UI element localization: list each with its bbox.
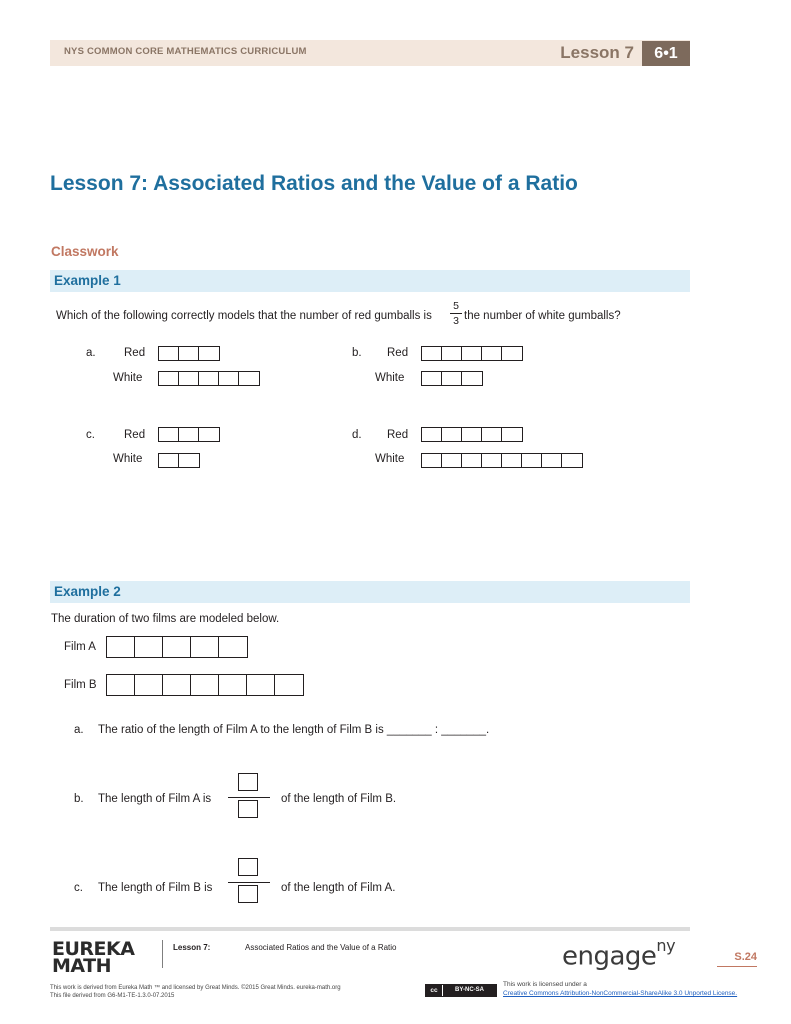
option-a-red-label: Red [124, 347, 146, 359]
logo-line-2: MATH [52, 955, 111, 977]
option-b-red-label: Red [387, 347, 409, 359]
tape-unit [107, 675, 135, 695]
option-b-white-label: White [375, 372, 405, 384]
lesson-number: Lesson 7 [560, 43, 634, 62]
tape-unit [179, 428, 199, 441]
license-line-1: This work is licensed under a [503, 981, 587, 988]
tape-unit [422, 428, 442, 441]
tape-unit [199, 428, 219, 441]
tape-unit [199, 372, 219, 385]
tape-unit [502, 347, 522, 360]
engage-text: engage [562, 941, 657, 972]
tape-unit [442, 454, 462, 467]
tape-unit [159, 372, 179, 385]
part-b-fraction-bar [228, 797, 270, 798]
film-b-tape [106, 674, 304, 696]
tape-unit [163, 675, 191, 695]
example-1-bar [50, 270, 690, 292]
tape-unit [159, 428, 179, 441]
option-c-red-tape [158, 427, 220, 442]
tape-unit [482, 454, 502, 467]
tape-unit [482, 428, 502, 441]
tape-unit [191, 675, 219, 695]
fraction-numerator: 5 [453, 300, 459, 312]
part-b-denominator-box[interactable] [238, 800, 258, 818]
tape-unit [179, 454, 199, 467]
credit-line-1: This work is derived from Eureka Math ™ and licensed by Great Minds. ©2015 Great Minds. eureka-math.org [50, 985, 341, 991]
tape-unit [179, 347, 199, 360]
engageny-logo [562, 936, 676, 972]
part-c-denominator-box[interactable] [238, 885, 258, 903]
example-2-label: Example 2 [54, 584, 121, 599]
eureka-math-logo [52, 938, 135, 977]
tape-unit [442, 347, 462, 360]
tape-unit [219, 675, 247, 695]
footer-rule [50, 927, 690, 931]
part-c-numerator-box[interactable] [238, 858, 258, 876]
tape-unit [462, 454, 482, 467]
page-number-underline [717, 966, 757, 967]
tape-unit [159, 454, 179, 467]
tape-unit [163, 637, 191, 657]
tape-unit [502, 454, 522, 467]
tape-unit [522, 454, 542, 467]
option-c-white-label: White [113, 453, 143, 465]
footer-lesson-label: Lesson 7: [173, 943, 211, 952]
tape-unit [422, 347, 442, 360]
option-b-white-tape [421, 371, 483, 386]
film-b-label: Film B [64, 679, 97, 691]
option-d-white-label: White [375, 453, 405, 465]
credit-line-2: This file derived from G6-M1-TE-1.3.0-07.2015 [50, 993, 175, 999]
example-2-bar [50, 581, 690, 603]
part-b-blank-fraction [228, 773, 270, 823]
part-a-text: The ratio of the length of Film A to the length of Film B is _______ : _______. [98, 724, 490, 736]
footer-divider [162, 940, 163, 968]
tape-unit [239, 372, 259, 385]
curriculum-title: NYS COMMON CORE MATHEMATICS CURRICULUM [64, 46, 307, 57]
tape-unit [422, 372, 442, 385]
footer-lesson-title: Associated Ratios and the Value of a Ratio [245, 943, 397, 952]
tape-unit [442, 428, 462, 441]
tape-unit [462, 347, 482, 360]
tape-unit [462, 428, 482, 441]
example-1-label: Example 1 [54, 273, 121, 288]
tape-unit [275, 675, 303, 695]
option-d-red-tape [421, 427, 523, 442]
option-d-red-label: Red [387, 429, 409, 441]
example-2-intro: The duration of two films are modeled below. [51, 613, 280, 625]
option-a-white-tape [158, 371, 260, 386]
option-a-red-tape [158, 346, 220, 361]
cc-icon: cc [426, 985, 442, 996]
part-b-text-end: of the length of Film B. [281, 793, 397, 805]
fraction-denominator: 3 [453, 315, 459, 327]
option-d-white-tape [421, 453, 583, 468]
tape-unit [442, 372, 462, 385]
tape-unit [135, 637, 163, 657]
tape-unit [219, 637, 247, 657]
cc-badge-text: BY-NC-SA [443, 985, 496, 996]
part-b-letter: b. [74, 793, 84, 805]
example-1-question-end: the number of white gumballs? [464, 310, 621, 322]
part-c-letter: c. [74, 882, 83, 894]
tape-unit [422, 454, 442, 467]
option-d-letter: d. [352, 429, 362, 441]
option-c-letter: c. [86, 429, 95, 441]
tape-unit [159, 347, 179, 360]
logo-line-1: EUREKA [52, 938, 135, 960]
tape-unit [482, 347, 502, 360]
option-b-red-tape [421, 346, 523, 361]
part-c-text-end: of the length of Film A. [281, 882, 396, 894]
tape-unit [542, 454, 562, 467]
example-1-question-start: Which of the following correctly models that the number of red gumballs is [56, 310, 432, 322]
part-b-numerator-box[interactable] [238, 773, 258, 791]
page-number: S.24 [734, 951, 757, 963]
tape-unit [135, 675, 163, 695]
tape-unit [502, 428, 522, 441]
film-a-tape [106, 636, 248, 658]
tape-unit [179, 372, 199, 385]
tape-unit [562, 454, 582, 467]
film-a-label: Film A [64, 641, 96, 653]
tape-unit [191, 637, 219, 657]
part-a-letter: a. [74, 724, 84, 736]
option-b-letter: b. [352, 347, 362, 359]
tape-unit [247, 675, 275, 695]
part-b-text-start: The length of Film A is [98, 793, 212, 805]
option-c-white-tape [158, 453, 200, 468]
license-link[interactable]: Creative Commons Attribution-NonCommercial-ShareAlike 3.0 Unported License. [503, 990, 738, 997]
option-a-white-label: White [113, 372, 143, 384]
part-c-blank-fraction [228, 858, 270, 908]
option-a-letter: a. [86, 347, 96, 359]
classwork-heading: Classwork [51, 244, 119, 259]
tape-unit [462, 372, 482, 385]
tape-unit [107, 637, 135, 657]
option-c-red-label: Red [124, 429, 146, 441]
tape-unit [199, 347, 219, 360]
fraction-five-thirds [450, 300, 462, 327]
fraction-bar [450, 313, 462, 314]
tape-unit [219, 372, 239, 385]
part-c-text-start: The length of Film B is [98, 882, 213, 894]
cc-license-badge[interactable] [425, 984, 497, 997]
ny-text: ny [656, 936, 676, 955]
module-badge: 6•1 [642, 41, 690, 66]
page-title: Lesson 7: Associated Ratios and the Value of a Ratio [50, 172, 578, 195]
part-c-fraction-bar [228, 882, 270, 883]
